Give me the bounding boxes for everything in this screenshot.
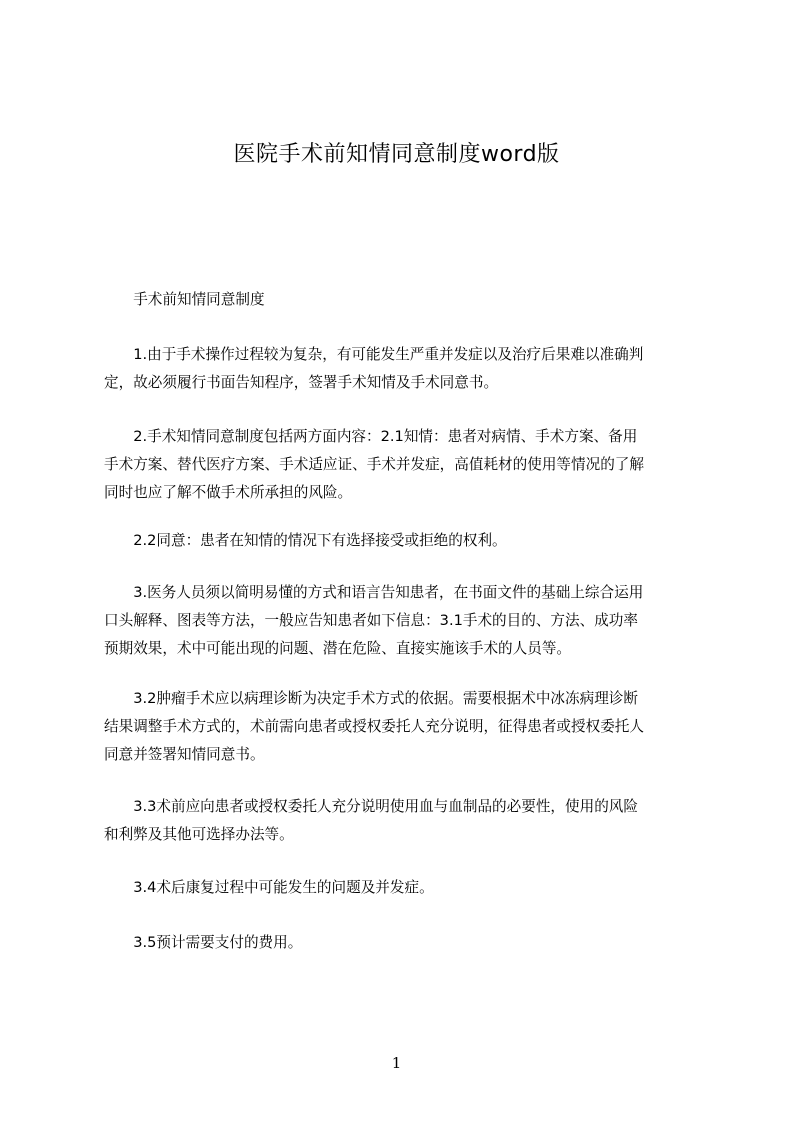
paragraph-line: 结果调整手术方式的，术前需向患者或授权委托人充分说明，征得患者或授权委托人 xyxy=(104,718,644,735)
document-title: 医院手术前知情同意制度word版 xyxy=(233,142,560,167)
paragraph-line: 手术方案、替代医疗方案、手术适应证、手术并发症，高值耗材的使用等情况的了解 xyxy=(104,456,644,473)
paragraph-line: 预期效果，术中可能出现的问题、潜在危险、直接实施该手术的人员等。 xyxy=(104,640,572,657)
paragraph-1 xyxy=(104,341,700,397)
paragraph-line: 2.手术知情同意制度包括两方面内容：2.1知情：患者对病情、手术方案、备用 xyxy=(104,428,638,445)
paragraph-2 xyxy=(104,423,700,507)
paragraph-line: 3.2肿瘤手术应以病理诊断为决定手术方式的依据。需要根据术中冰冻病理诊断 xyxy=(104,690,638,707)
paragraph-8 xyxy=(104,929,700,957)
paragraph-line: 3.5预计需要支付的费用。 xyxy=(104,934,303,951)
paragraph-line: 口头解释、图表等方法，一般应告知患者如下信息：3.1手术的目的、方法、成功率 xyxy=(104,612,638,629)
paragraph-line: 同时也应了解不做手术所承担的风险。 xyxy=(104,484,353,501)
paragraph-line: 2.2同意：患者在知情的情况下有选择接受或拒绝的权利。 xyxy=(104,532,507,549)
paragraph-line: 3.4术后康复过程中可能发生的问题及并发症。 xyxy=(104,879,434,896)
paragraph-7 xyxy=(104,874,700,902)
paragraph-4 xyxy=(104,579,700,663)
paragraph-6 xyxy=(104,793,700,849)
paragraph-line: 定，故必须履行书面告知程序，签署手术知情及手术同意书。 xyxy=(104,374,499,391)
paragraph-5 xyxy=(104,685,700,769)
paragraph-line: 3.3术前应向患者或授权委托人充分说明使用血与血制品的必要性，使用的风险 xyxy=(104,798,638,815)
paragraph-line: 和利弊及其他可选择办法等。 xyxy=(104,826,294,843)
page-number: 1 xyxy=(391,1054,402,1072)
paragraph-line: 同意并签署知情同意书。 xyxy=(104,746,265,763)
paragraph-line: 1.由于手术操作过程较为复杂，有可能发生严重并发症以及治疗后果难以准确判 xyxy=(104,346,644,363)
section-heading-text: 手术前知情同意制度 xyxy=(133,291,265,308)
section-heading xyxy=(104,286,700,314)
paragraph-line: 3.医务人员须以简明易懂的方式和语言告知患者，在书面文件的基础上综合运用 xyxy=(104,584,644,601)
paragraph-3 xyxy=(104,527,700,555)
